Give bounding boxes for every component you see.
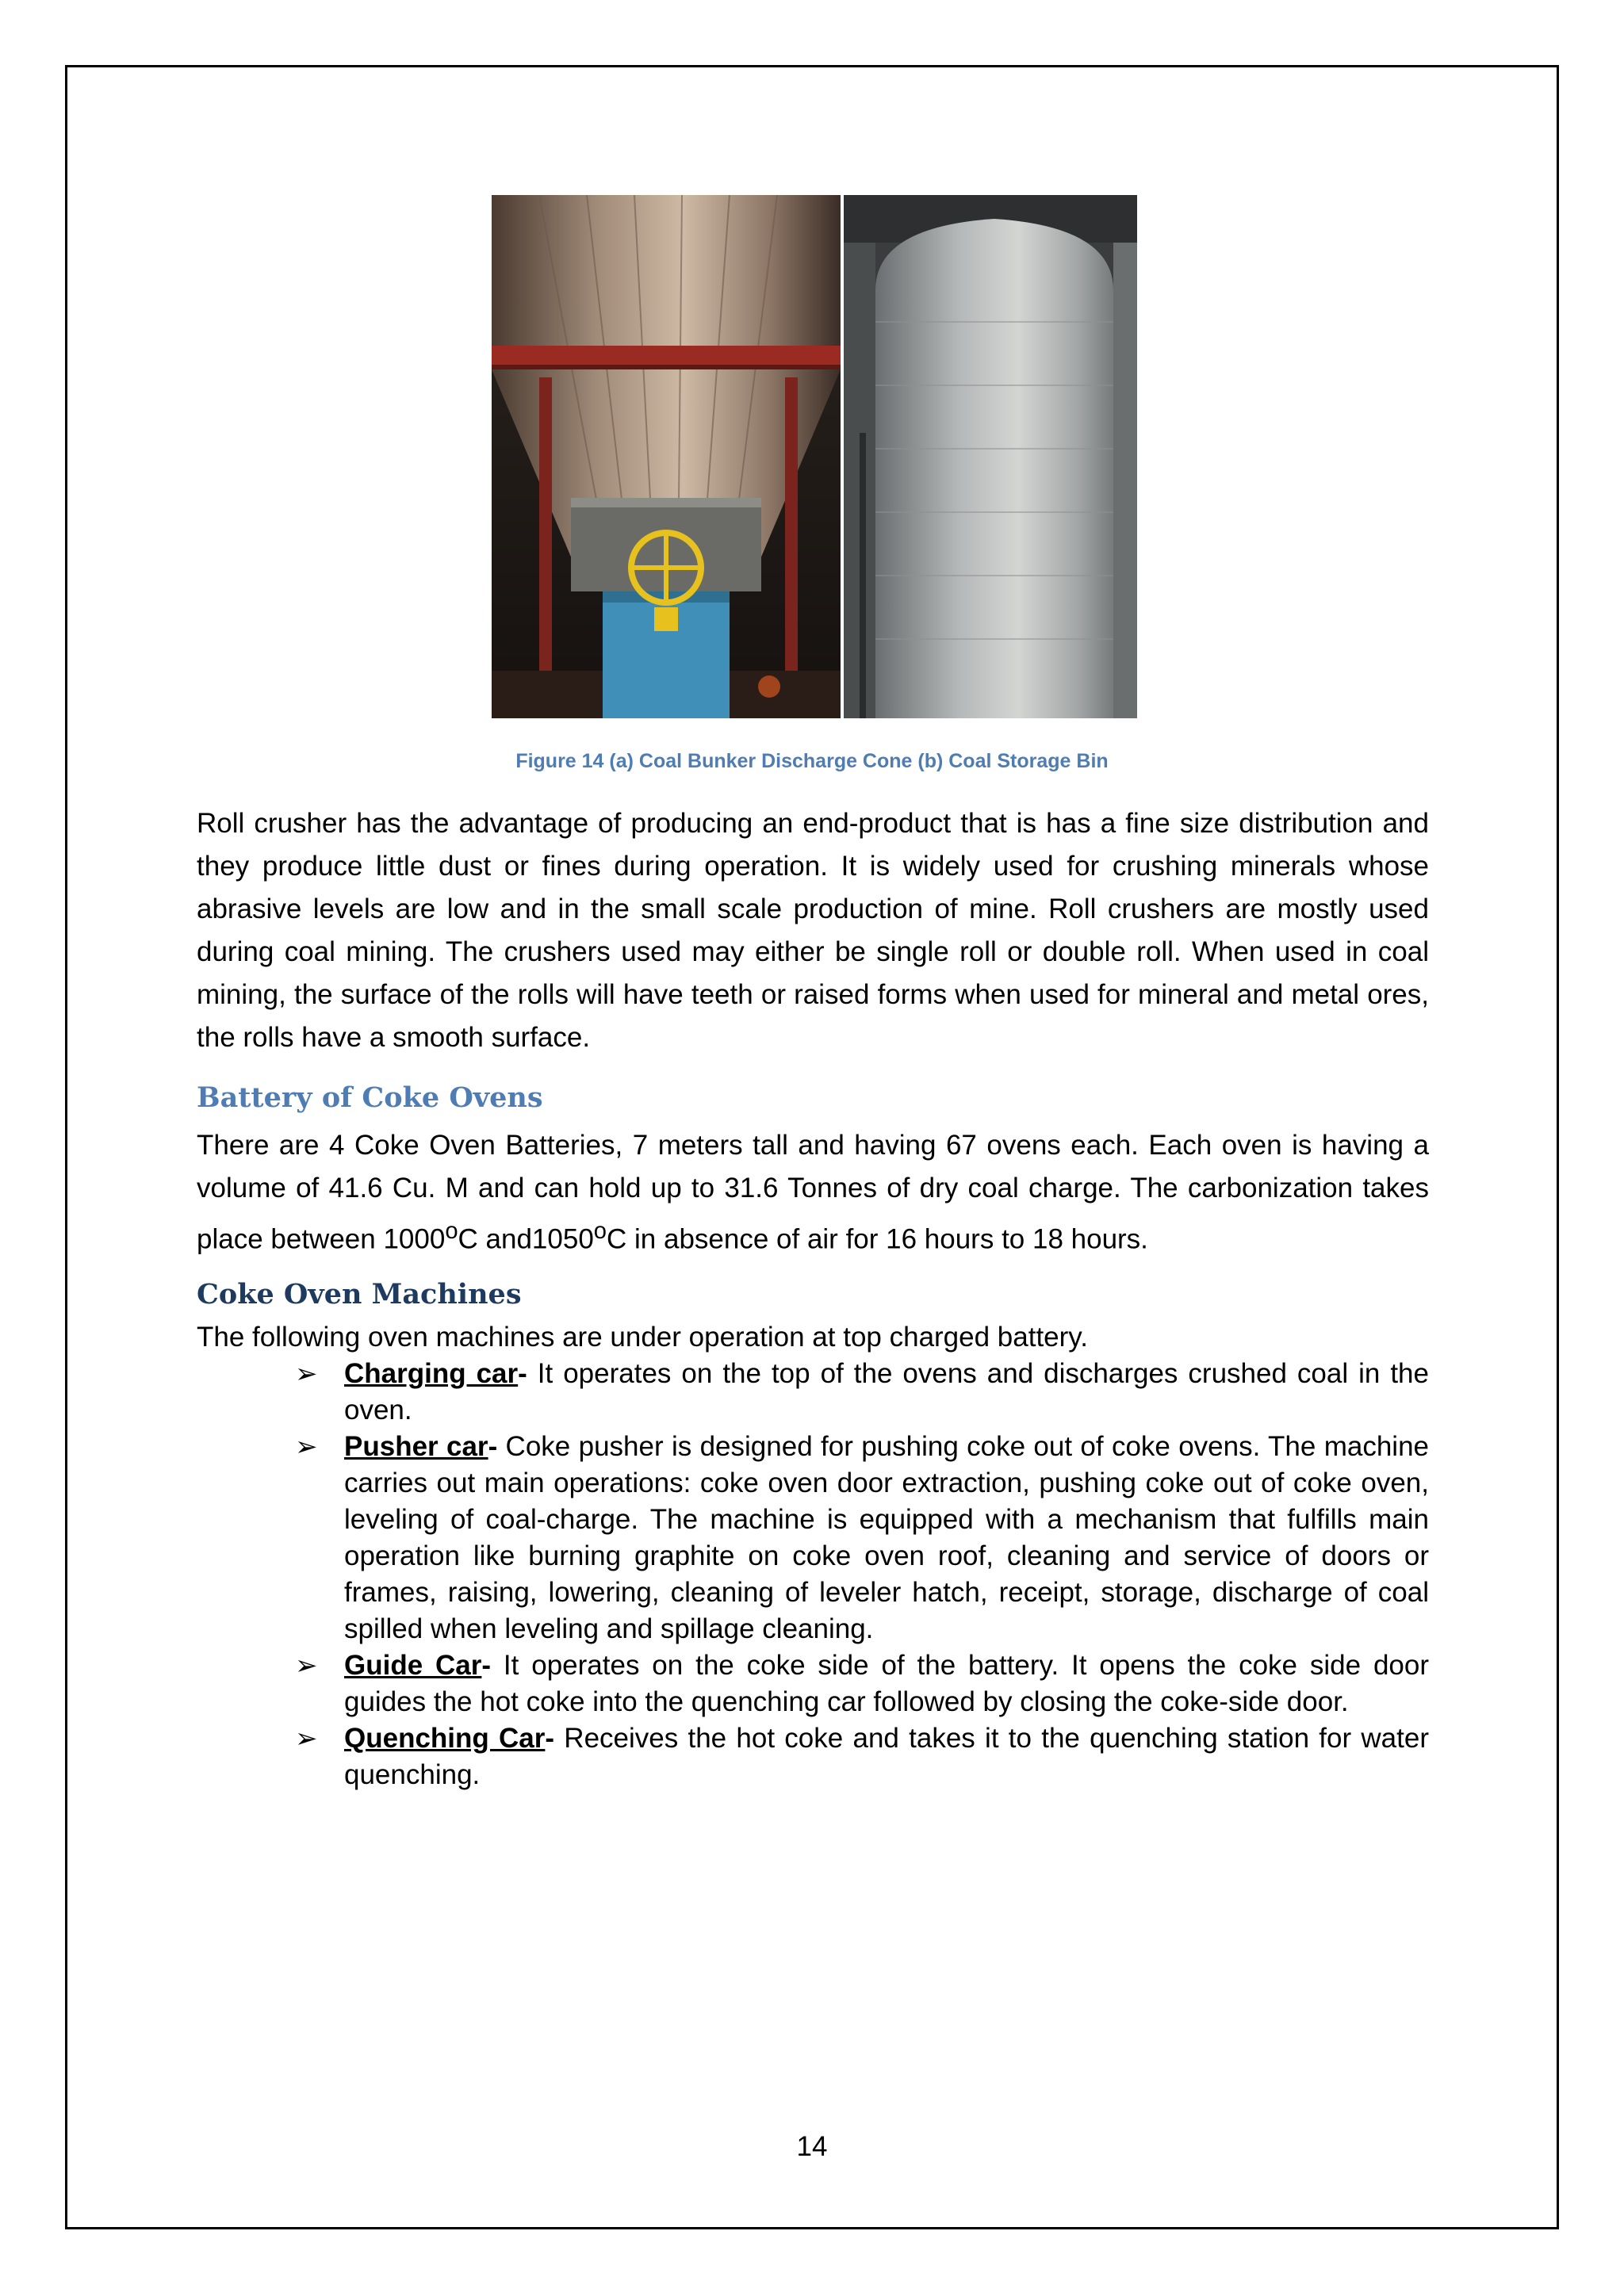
- term-dash: -: [488, 1431, 498, 1462]
- term-dash: -: [545, 1723, 555, 1754]
- quenching-car-term: Quenching Car: [344, 1723, 546, 1754]
- degree-superscript-1: o: [445, 1219, 458, 1244]
- coal-storage-bin-photo: [844, 195, 1137, 718]
- arrow-bullet-icon: ➢: [295, 1651, 318, 1681]
- battery-of-coke-ovens-heading: Battery of Coke Ovens: [197, 1081, 543, 1114]
- coal-bunker-discharge-cone-photo: [492, 195, 841, 718]
- list-item: [295, 1429, 1429, 1647]
- arrow-bullet-icon: ➢: [295, 1724, 318, 1754]
- quenching-car-description: Receives the hot coke and takes it to the quenching station for water quenching.: [344, 1723, 1429, 1790]
- list-item: [295, 1647, 1429, 1720]
- battery-text-part1: There are 4 Coke Oven Batteries, 7 meters tall and having 67 ovens each. Each oven is having a volume of 41.6 Cu. M and can hold up to 31.6 Tonnes of dry coal charge. The carbonization takes place between 1000: [197, 1130, 1429, 1255]
- coke-oven-machines-heading: Coke Oven Machines: [197, 1278, 522, 1311]
- arrow-bullet-icon: ➢: [295, 1359, 318, 1389]
- arrow-bullet-icon: ➢: [295, 1432, 318, 1462]
- term-dash: -: [518, 1358, 527, 1389]
- page-number: 14: [796, 2131, 828, 2162]
- guide-car-term: Guide Car: [344, 1650, 482, 1681]
- figure-caption: Figure 14 (a) Coal Bunker Discharge Cone (b) Coal Storage Bin: [515, 750, 1109, 772]
- charging-car-description: It operates on the top of the ovens and discharges crushed coal in the oven.: [344, 1358, 1429, 1425]
- roll-crusher-paragraph: Roll crusher has the advantage of producing an end-product that is has a fine size distribution and they produce little dust or fines during operation. It is widely used for crushing minerals whose abrasive levels are low and in the small scale production of mine. Roll crushers are mostly used during coal mining. The crushers used may either be single roll or double roll. When used in coal mining, the surface of the rolls will have teeth or raised forms when used for mineral and metal ores, the rolls have a smooth surface.: [197, 808, 1429, 1053]
- machines-list: [295, 1356, 1429, 1793]
- pusher-car-description: Coke pusher is designed for pushing coke out of coke ovens. The machine carries out main operations: coke oven door extraction, pushing coke out of coke oven, leveling of coal-charge. The machine is equipped with a mechanism that fulfills main operation like burning graphite on coke oven roof, cleaning and service of doors or frames, raising, lowering, cleaning of leveler hatch, receipt, storage, discharge of coal spilled when leveling and spillage cleaning.: [344, 1431, 1429, 1644]
- figure-14-photos: [492, 195, 1137, 718]
- battery-text-part3: C in absence of air for 16 hours to 18 hours.: [607, 1223, 1148, 1255]
- charging-car-term: Charging car: [344, 1358, 519, 1389]
- machines-intro: The following oven machines are under operation at top charged battery.: [197, 1322, 1088, 1353]
- pusher-car-term: Pusher car: [344, 1431, 488, 1462]
- battery-paragraph: [197, 1124, 1429, 1261]
- degree-superscript-2: o: [593, 1219, 607, 1244]
- guide-car-description: It operates on the coke side of the battery. It opens the coke side door guides the hot coke into the quenching car followed by closing the coke-side door.: [344, 1650, 1429, 1717]
- term-dash: -: [481, 1650, 492, 1681]
- list-item: [295, 1720, 1429, 1793]
- list-item: [295, 1356, 1429, 1429]
- battery-text-part2: C and1050: [458, 1223, 594, 1255]
